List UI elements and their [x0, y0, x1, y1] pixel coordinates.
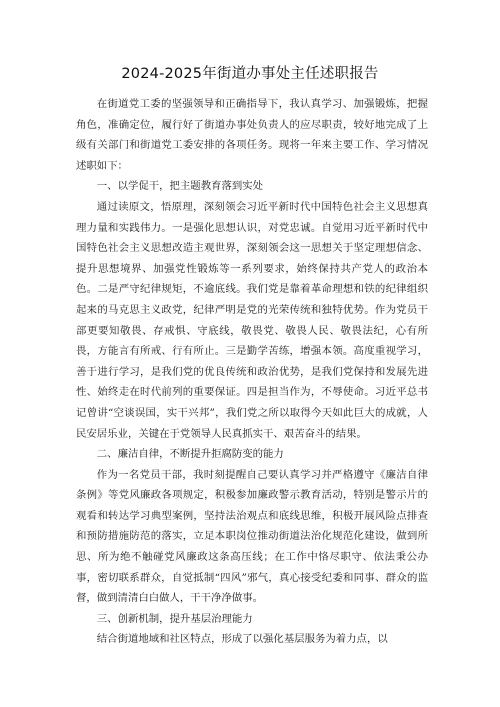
section-heading-1: 一、以学促干，把主题教育落到实处 [96, 180, 264, 193]
intro-paragraph: 在街道党工委的坚强领导和正确指导下，我认真学习、加强锻炼，把握角色，准确定位，履行好了街道办事处负责人的应尽职责，较好地完成了上级有关部门和街道党工委安排的各项任务。现将一年来主要工作、学习情况述职如下： [76, 98, 428, 172]
document-title: 2024-2025年街道办事处主任述职报告 [121, 66, 379, 82]
section-paragraph-3: 结合街道地域和社区特点，形成了以强化基层服务为着力点，以 [96, 633, 388, 646]
section-paragraph-1: 通过读原文，悟原理，深刻领会习近平新时代中国特色社会主义思想真理力量和实践伟力。一是强化思想认识，对党忠诚。自觉用习近平新时代中国特色社会主义思想改造主观世界，深刻领会这一思想关于坚定理想信念、提升思想境界、加强党性锻炼等一系列要求，始终保持共产党人的政治本色。二是严守纪律规矩，不逾底线。我们党是靠着革命理想和铁的纪律组织起来的马克思主义政党，纪律严明是党的光荣传统和独特优势。作为党员干部更要知敬畏、存戒惧、守底线，敬畏党、敬畏人民、敬畏法纪，心有所畏，方能言有所戒、行有所止。三是勤学苦练，增强本领。高度重视学习，善于进行学习，是我们党的优良传统和政治优势，是我们党保持和发展先进性、始终走在时代前列的重要保证。四是担当作为，不辱使命。习近平总书记曾讲“空谈误国，实干兴邦”，我们党之所以取得今天如此巨大的成就，人民安居乐业，关键在于党领导人民真抓实干、艰苦奋斗的结果。 [76, 200, 428, 440]
document-body [76, 94, 428, 650]
section-heading-3: 三、创新机制，提升基层治理能力 [96, 612, 253, 625]
section-heading-2: 二、廉洁自律，不断提升拒腐防变的能力 [96, 448, 284, 461]
section-paragraph-2: 作为一名党员干部，我时刻提醒自己要认真学习并严格遵守《廉洁自律条例》等党风廉政各项规定，积极参加廉政警示教育活动，特别是警示片的观看和转达学习典型案例，坚持法治观点和底线思维，积极开展风险点排查和预防措施防范的落实，立足本职岗位推动街道法治化规范化建设，做到所思、所为绝不触碰党风廉政这条高压线；在工作中恪尽职守、依法秉公办事，密切联系群众，自觉抵制“四风”邪气，真心接受纪委和同事、群众的监督，做到清清白白做人，干干净净做事。 [76, 468, 428, 605]
